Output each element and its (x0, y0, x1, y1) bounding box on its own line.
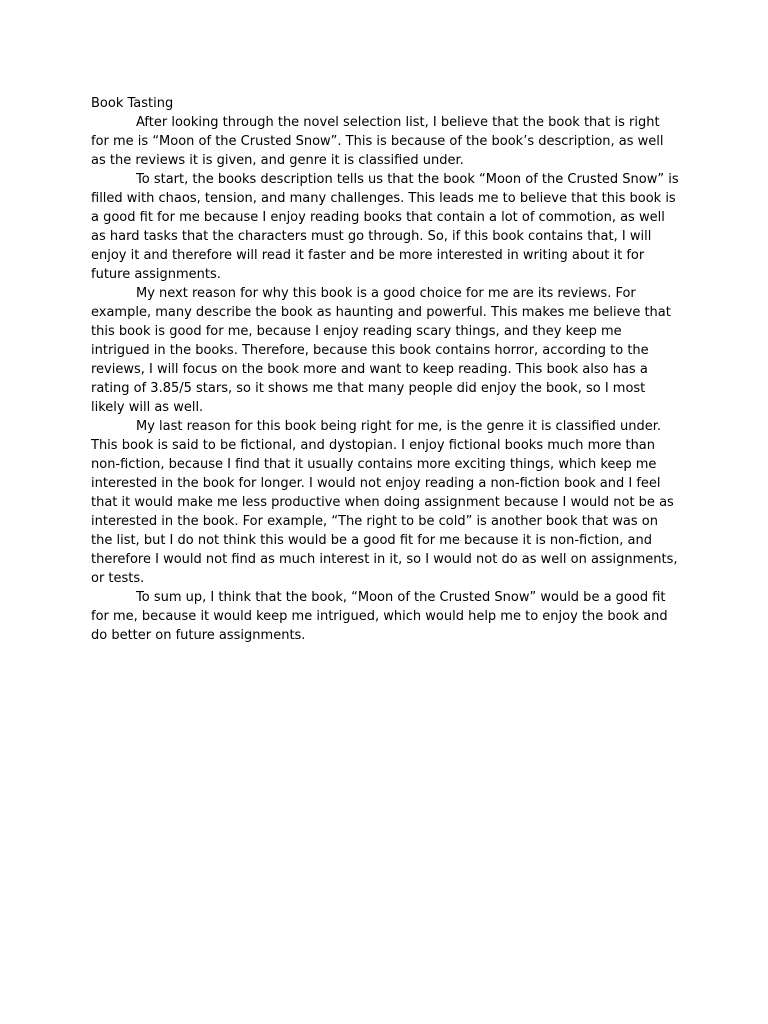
paragraph-reviews: My next reason for why this book is a good choice for me are its reviews. For example, many describe the book as haunting and powerful. This makes me believe that this book is good for me, because I enjoy reading scary things, and they keep me intrigued in the books. Therefore, because this book contains horror, according to the reviews, I will focus on the book more and want to keep reading. This book also has a rating of 3.85/5 stars, so it shows me that many people did enjoy the book, so I most likely will as well. (91, 286, 671, 415)
paragraph-description: To start, the books description tells us that the book “Moon of the Crusted Snow” is filled with chaos, tension, and many challenges. This leads me to believe that this book is a good fit for me because I enjoy reading books that contain a lot of commotion, as well as hard tasks that the characters must go through. So, if this book contains that, I will enjoy it and therefore will read it faster and be more interested in writing about it for future assignments. (91, 172, 679, 282)
paragraph-genre: My last reason for this book being right for me, is the genre it is classified under. This book is said to be fictional, and dystopian. I enjoy fictional books much more than non-fiction, because I find that it usually contains more exciting things, which keep me interested in the book for longer. I would not enjoy reading a non-fiction book and I feel that it would make me less productive when doing assignment because I would not be as interested in the book. For example, “The right to be cold” is another book that was on the list, but I do not think this would be a good fit for me because it is non-fiction, and therefore I would not find as much interest in it, so I would not do as well on assignments, or tests. (91, 419, 678, 586)
paragraph-intro: After looking through the novel selection list, I believe that the book that is right for me is “Moon of the Crusted Snow”. This is because of the book’s description, as well as the reviews it is given, and genre it is classified under. (91, 115, 664, 168)
document-title: Book Tasting (91, 96, 174, 111)
paragraph-conclusion: To sum up, I think that the book, “Moon of the Crusted Snow” would be a good fit for me, because it would keep me intrigued, which would help me to enjoy the book and do better on future assignments. (91, 590, 668, 643)
document-body (91, 94, 681, 645)
